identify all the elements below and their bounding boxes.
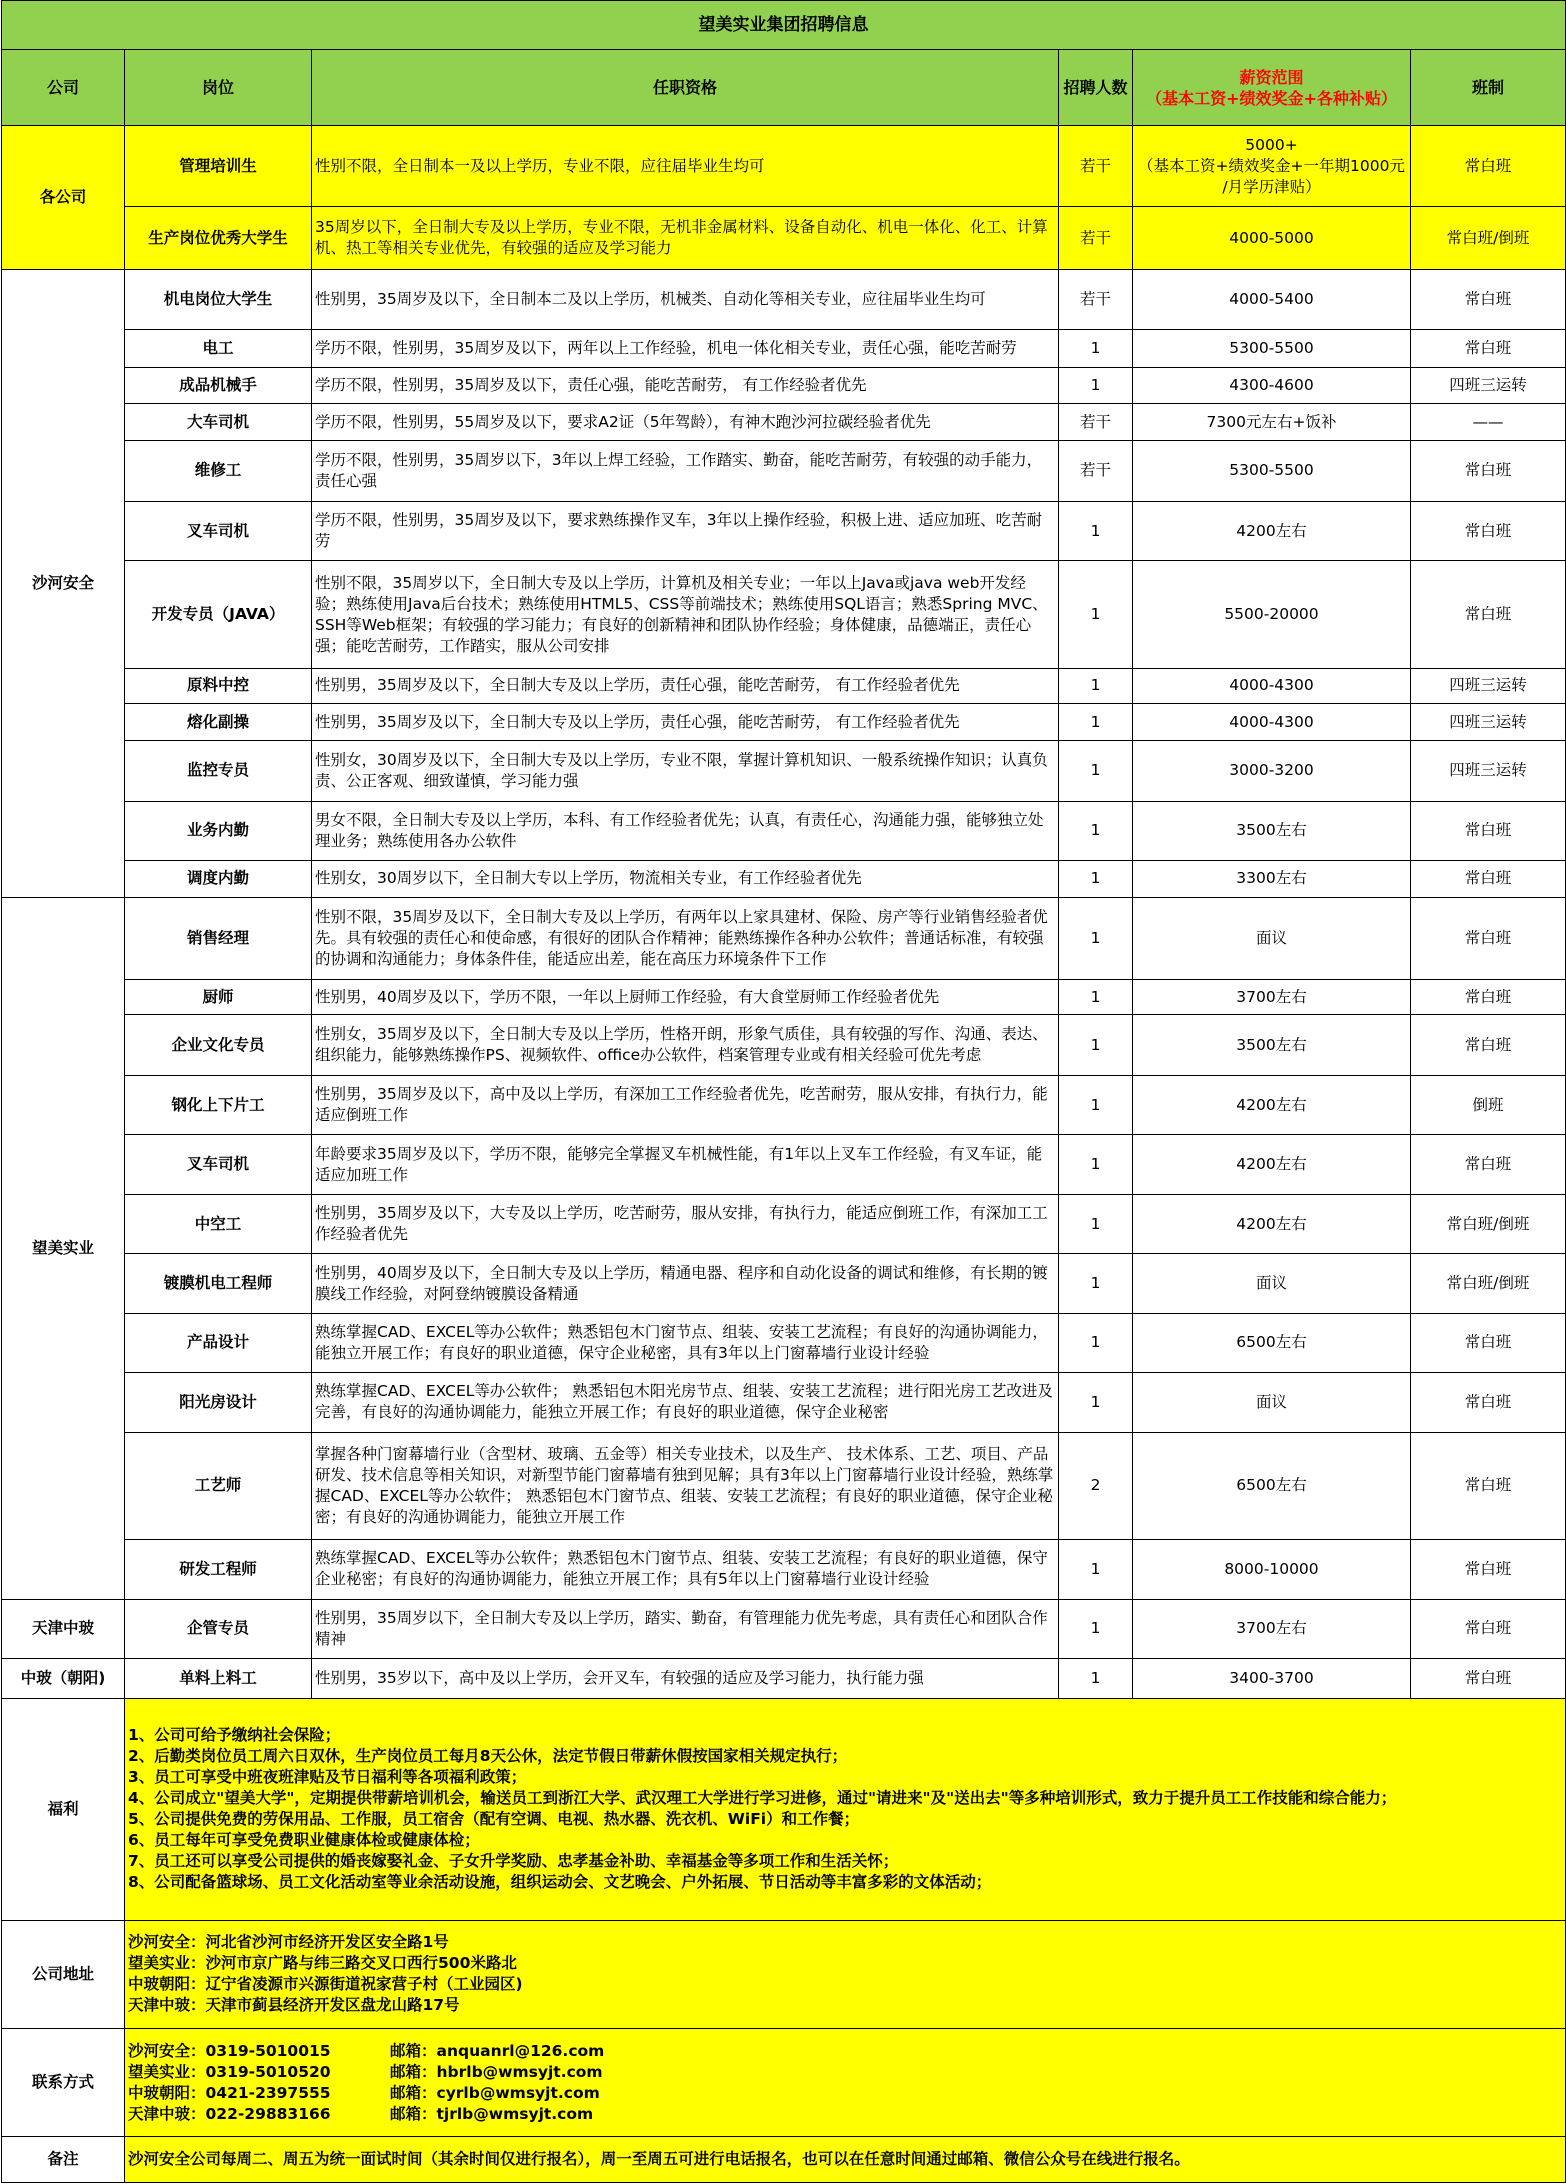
salary-cell <box>1133 1015 1411 1076</box>
benefit-item: 5、公司提供免费的劳保用品、工作服，员工宿舍（配有空调、电视、热水器、洗衣机、WiFi）和工作餐； <box>128 1810 860 1829</box>
job-row <box>2 1135 1566 1194</box>
headcount-cell: 1 <box>1059 1015 1133 1076</box>
headcount-cell: 1 <box>1059 1313 1133 1372</box>
position-cell: 叉车司机 <box>125 501 312 560</box>
contact-phone: 中玻朝阳：0421-2397555 <box>128 2083 331 2102</box>
header-position: 岗位 <box>125 50 312 126</box>
headcount-cell: 1 <box>1059 1135 1133 1194</box>
shift-cell: 常白班 <box>1411 1135 1566 1194</box>
salary-cell <box>1133 897 1411 979</box>
salary-line: 4200左右 <box>1236 1214 1307 1233</box>
shift-cell: 常白班 <box>1411 1373 1566 1432</box>
salary-cell <box>1133 979 1411 1014</box>
job-row <box>2 740 1566 801</box>
company-cell: 望美实业 <box>2 897 125 1599</box>
job-row <box>2 861 1566 898</box>
sheet-title: 望美实业集团招聘信息 <box>2 1 1566 50</box>
job-row <box>2 207 1566 270</box>
shift-cell: 常白班/倒班 <box>1411 207 1566 270</box>
salary-line: 4000-5400 <box>1229 290 1314 309</box>
header-shift: 班制 <box>1411 50 1566 126</box>
salary-line: 5300-5500 <box>1229 461 1314 480</box>
address-item: 天津中玻：天津市蓟县经济开发区盘龙山路17号 <box>128 1996 460 2015</box>
company-cell: 沙河安全 <box>2 270 125 897</box>
qualification-cell: 性别女，30周岁及以下，全日制大专及以上学历，专业不限，掌握计算机知识、一般系统操作知识；认真负责、公正客观、细致谨慎，学习能力强 <box>312 740 1059 801</box>
position-cell: 叉车司机 <box>125 1135 312 1194</box>
position-cell: 工艺师 <box>125 1432 312 1540</box>
salary-line: 3700左右 <box>1236 987 1307 1006</box>
shift-cell: 常白班 <box>1411 897 1566 979</box>
shift-cell: —— <box>1411 404 1566 441</box>
salary-line: 6500左右 <box>1236 1333 1307 1352</box>
qualification-cell: 学历不限，性别男，35周岁及以下，两年以上工作经验，机电一体化相关专业，责任心强，能吃苦耐劳 <box>312 329 1059 367</box>
salary-line: 面议 <box>1255 1274 1287 1293</box>
qualification-cell: 35周岁以下，全日制大专及以上学历，专业不限，无机非金属材料、设备自动化、机电一体化、化工、计算机、热工等相关专业优先，有较强的适应及学习能力 <box>312 207 1059 270</box>
salary-line: （基本工资+绩效奖金+一年期1000元 <box>1138 156 1405 175</box>
qualification-cell: 性别男，35周岁及以下，高中及以上学历，有深加工工作经验者优先，吃苦耐劳，服从安排，有执行力，能适应倒班工作 <box>312 1076 1059 1135</box>
qualification-cell: 年龄要求35周岁及以下，学历不限，能够完全掌握叉车机械性能，有1年以上叉车工作经验，有叉车证，能适应加班工作 <box>312 1135 1059 1194</box>
benefit-item: 1、公司可给予缴纳社会保险； <box>128 1726 341 1745</box>
position-cell: 调度内勤 <box>125 861 312 898</box>
salary-line: /月学历津贴） <box>1222 177 1321 196</box>
job-row <box>2 1373 1566 1432</box>
contact-email: 邮箱：hbrlb@wmsyjt.com <box>390 2062 603 2081</box>
headcount-cell: 1 <box>1059 861 1133 898</box>
contact-phone: 望美实业：0319-5010520 <box>128 2062 331 2081</box>
job-row <box>2 704 1566 741</box>
job-row <box>2 1659 1566 1699</box>
contact-phone: 天津中玻：022-29883166 <box>128 2104 331 2123</box>
header-salary <box>1133 50 1411 126</box>
shift-cell: 四班三运转 <box>1411 668 1566 703</box>
qualification-cell: 学历不限，性别男，55周岁及以下，要求A2证（5年驾龄），有神木跑沙河拉碳经验者优先 <box>312 404 1059 441</box>
position-cell: 机电岗位大学生 <box>125 270 312 329</box>
job-rows <box>2 126 1566 1698</box>
shift-cell: 常白班 <box>1411 270 1566 329</box>
job-row <box>2 367 1566 404</box>
salary-line: 3300左右 <box>1236 869 1307 888</box>
header-salary-line2: （基本工资+绩效奖金+各种补贴） <box>1146 88 1397 108</box>
contact-label: 联系方式 <box>2 2028 125 2137</box>
contact-email: 邮箱：anquanrl@126.com <box>390 2041 605 2060</box>
shift-cell: 常白班 <box>1411 801 1566 860</box>
job-row <box>2 1076 1566 1135</box>
salary-cell <box>1133 861 1411 898</box>
address-item: 中玻朝阳：辽宁省凌源市兴源街道祝家营子村（工业园区) <box>128 1975 523 1994</box>
benefit-item: 4、公司成立"望美大学"，定期提供带薪培训机会，输送员工到浙江大学、武汉理工大学进行学习进修，通过"请进来"及"送出去"等多种培训形式，致力于提升员工工作技能和综合能力； <box>128 1789 1397 1808</box>
address-row <box>2 1921 1566 2029</box>
remarks-row <box>2 2137 1566 2183</box>
salary-line: 3500左右 <box>1236 1035 1307 1054</box>
shift-cell: 四班三运转 <box>1411 740 1566 801</box>
position-cell: 维修工 <box>125 441 312 502</box>
benefit-item: 3、员工可享受中班夜班津贴及节日福利等各项福利政策； <box>128 1768 527 1787</box>
shift-cell: 常白班 <box>1411 979 1566 1014</box>
qualification-cell: 性别男，35周岁及以下，全日制大专及以上学历，责任心强，能吃苦耐劳， 有工作经验者优先 <box>312 704 1059 741</box>
salary-cell <box>1133 1540 1411 1599</box>
qualification-cell: 学历不限，性别男，35周岁及以下，要求熟练操作叉车，3年以上操作经验，积极上进、适应加班、吃苦耐劳 <box>312 501 1059 560</box>
qualification-cell: 性别男，40周岁及以下，全日制大专及以上学历，精通电器、程序和自动化设备的调试和维修，有长期的镀膜线工作经验，对阿登纳镀膜设备精通 <box>312 1254 1059 1313</box>
position-cell: 单料上料工 <box>125 1659 312 1699</box>
salary-cell <box>1133 404 1411 441</box>
shift-cell: 常白班 <box>1411 1540 1566 1599</box>
job-row <box>2 404 1566 441</box>
job-row <box>2 1540 1566 1599</box>
salary-cell <box>1133 126 1411 207</box>
position-cell: 镀膜机电工程师 <box>125 1254 312 1313</box>
header-salary-line1: 薪资范围 <box>1239 67 1304 87</box>
shift-cell: 常白班 <box>1411 501 1566 560</box>
salary-line: 3400-3700 <box>1229 1668 1314 1687</box>
remarks-label: 备注 <box>2 2137 125 2183</box>
headcount-cell: 若干 <box>1059 270 1133 329</box>
job-row <box>2 979 1566 1014</box>
salary-cell <box>1133 740 1411 801</box>
job-row <box>2 1599 1566 1658</box>
salary-cell <box>1133 561 1411 669</box>
contact-item <box>128 2104 1562 2125</box>
shift-cell: 常白班/倒班 <box>1411 1254 1566 1313</box>
position-cell: 中空工 <box>125 1194 312 1253</box>
benefits-label: 福利 <box>2 1698 125 1921</box>
qualification-cell: 性别男，35周岁及以下，全日制大专及以上学历，责任心强，能吃苦耐劳， 有工作经验者优先 <box>312 668 1059 703</box>
job-row <box>2 501 1566 560</box>
position-cell: 管理培训生 <box>125 126 312 207</box>
position-cell: 成品机械手 <box>125 367 312 404</box>
position-cell: 业务内勤 <box>125 801 312 860</box>
job-row <box>2 270 1566 329</box>
salary-cell <box>1133 801 1411 860</box>
salary-line: 4000-4300 <box>1229 676 1314 695</box>
salary-line: 6500左右 <box>1236 1476 1307 1495</box>
salary-line: 5500-20000 <box>1224 605 1319 624</box>
contact-phone: 沙河安全：0319-5010015 <box>128 2041 331 2060</box>
shift-cell: 常白班/倒班 <box>1411 1194 1566 1253</box>
position-cell: 开发专员（JAVA） <box>125 561 312 669</box>
salary-cell <box>1133 1194 1411 1253</box>
salary-line: 3700左右 <box>1236 1619 1307 1638</box>
address-item: 沙河安全：河北省沙河市经济开发区安全路1号 <box>128 1933 449 1952</box>
qualification-cell: 男女不限，全日制大专及以上学历，本科、有工作经验者优先；认真，有责任心，沟通能力强，能够独立处理业务；熟练使用各办公软件 <box>312 801 1059 860</box>
salary-cell <box>1133 668 1411 703</box>
qualification-cell: 性别不限，35周岁及以下，全日制大专及以上学历，有两年以上家具建材、保险、房产等行业销售经验者优先。具有较强的责任心和使命感，有很好的团队合作精神；能熟练操作各种办公软件；普通话标准，有较强的协调和沟通能力；身体条件佳，能适应出差，能在高压力环境条件下工作 <box>312 897 1059 979</box>
shift-cell: 常白班 <box>1411 561 1566 669</box>
shift-cell: 常白班 <box>1411 1599 1566 1658</box>
address-label: 公司地址 <box>2 1921 125 2029</box>
salary-line: 4000-4300 <box>1229 712 1314 731</box>
contact-item <box>128 2083 1562 2104</box>
headcount-cell: 1 <box>1059 329 1133 367</box>
contact-email: 邮箱：cyrlb@wmsyjt.com <box>390 2083 600 2102</box>
contact-list <box>125 2028 1566 2137</box>
qualification-cell: 性别不限，全日制本一及以上学历，专业不限，应往届毕业生均可 <box>312 126 1059 207</box>
shift-cell: 四班三运转 <box>1411 704 1566 741</box>
headcount-cell: 1 <box>1059 501 1133 560</box>
salary-line: 3500左右 <box>1236 821 1307 840</box>
header-qualification: 任职资格 <box>312 50 1059 126</box>
shift-cell: 倒班 <box>1411 1076 1566 1135</box>
salary-line: 4300-4600 <box>1229 376 1314 395</box>
company-cell: 各公司 <box>2 126 125 270</box>
qualification-cell: 性别男，35周岁以下，全日制大专及以上学历，踏实、勤奋，有管理能力优先考虑，具有责任心和团队合作精神 <box>312 1599 1059 1658</box>
salary-cell <box>1133 1135 1411 1194</box>
benefits-list <box>125 1698 1566 1921</box>
job-row <box>2 668 1566 703</box>
company-cell: 天津中玻 <box>2 1599 125 1658</box>
headcount-cell: 2 <box>1059 1432 1133 1540</box>
salary-line: 5000+ <box>1245 135 1298 154</box>
position-cell: 企管专员 <box>125 1599 312 1658</box>
headcount-cell: 1 <box>1059 801 1133 860</box>
salary-line: 3000-3200 <box>1229 761 1314 780</box>
contact-item <box>128 2062 1562 2083</box>
salary-cell <box>1133 1373 1411 1432</box>
qualification-cell: 掌握各种门窗幕墙行业（含型材、玻璃、五金等）相关专业技术，以及生产、 技术体系、工艺、项目、产品研发、技术信息等相关知识，对新型节能门窗幕墙有独到见解；具有3年以上门窗幕墙行业设计经验，熟练掌握CAD、EXCEL等办公软件； 熟悉铝包木门窗节点、组装、安装工艺流程；有良好的职业道德，保守企业秘密；有良好的沟通协调能力，能独立开展工作 <box>312 1432 1059 1540</box>
header-company: 公司 <box>2 50 125 126</box>
headcount-cell: 若干 <box>1059 404 1133 441</box>
job-row <box>2 441 1566 502</box>
salary-cell <box>1133 367 1411 404</box>
qualification-cell: 学历不限，性别男，35周岁及以下，责任心强，能吃苦耐劳， 有工作经验者优先 <box>312 367 1059 404</box>
shift-cell: 四班三运转 <box>1411 367 1566 404</box>
position-cell: 销售经理 <box>125 897 312 979</box>
salary-line: 5300-5500 <box>1229 338 1314 357</box>
headcount-cell: 1 <box>1059 897 1133 979</box>
benefit-item: 8、公司配备篮球场、员工文化活动室等业余活动设施，组织运动会、文艺晚会、户外拓展、节日活动等丰富多彩的文体活动； <box>128 1873 992 1892</box>
shift-cell: 常白班 <box>1411 126 1566 207</box>
headcount-cell: 1 <box>1059 1599 1133 1658</box>
remarks-text: 沙河安全公司每周二、周五为统一面试时间（其余时间仅进行报名），周一至周五可进行电话报名，也可以在任意时间通过邮箱、微信公众号在线进行报名。 <box>125 2137 1566 2183</box>
company-cell: 中玻（朝阳) <box>2 1659 125 1699</box>
headcount-cell: 1 <box>1059 1540 1133 1599</box>
job-row <box>2 1432 1566 1540</box>
salary-line: 4200左右 <box>1236 1095 1307 1114</box>
qualification-cell: 熟练掌握CAD、EXCEL等办公软件； 熟悉铝包木阳光房节点、组装、安装工艺流程；进行阳光房工艺改进及完善，有良好的沟通协调能力，能独立开展工作；有良好的职业道德，保守企业秘密 <box>312 1373 1059 1432</box>
position-cell: 钢化上下片工 <box>125 1076 312 1135</box>
title-row <box>2 1 1566 50</box>
headcount-cell: 若干 <box>1059 207 1133 270</box>
benefit-item: 2、后勤类岗位员工周六日双休，生产岗位员工每月8天公休，法定节假日带薪休假按国家相关规定执行； <box>128 1747 848 1766</box>
salary-cell <box>1133 207 1411 270</box>
job-row <box>2 561 1566 669</box>
position-cell: 产品设计 <box>125 1313 312 1372</box>
qualification-cell: 熟练掌握CAD、EXCEL等办公软件；熟悉铝包木门窗节点、组装、安装工艺流程；有良好的沟通协调能力，能独立开展工作；有良好的职业道德，保守企业秘密，具有3年以上门窗幕墙行业设计经验 <box>312 1313 1059 1372</box>
position-cell: 原料中控 <box>125 668 312 703</box>
salary-line: 8000-10000 <box>1224 1559 1319 1578</box>
headcount-cell: 1 <box>1059 704 1133 741</box>
shift-cell: 常白班 <box>1411 329 1566 367</box>
job-row <box>2 329 1566 367</box>
benefit-item: 7、员工还可以享受公司提供的婚丧嫁娶礼金、子女升学奖励、忠孝基金补助、幸福基金等多项工作和生活关怀； <box>128 1852 899 1871</box>
qualification-cell: 性别男，35岁以下，高中及以上学历，会开叉车，有较强的适应及学习能力，执行能力强 <box>312 1659 1059 1699</box>
shift-cell: 常白班 <box>1411 861 1566 898</box>
salary-cell <box>1133 270 1411 329</box>
salary-cell <box>1133 1254 1411 1313</box>
header-row <box>2 50 1566 126</box>
job-row <box>2 1194 1566 1253</box>
contact-row <box>2 2028 1566 2137</box>
job-row <box>2 1313 1566 1372</box>
recruitment-table <box>1 0 1566 2183</box>
benefits-row <box>2 1698 1566 1921</box>
shift-cell: 常白班 <box>1411 1432 1566 1540</box>
salary-cell <box>1133 704 1411 741</box>
job-row <box>2 1254 1566 1313</box>
salary-line: 面议 <box>1255 1392 1287 1411</box>
shift-cell: 常白班 <box>1411 1015 1566 1076</box>
position-cell: 生产岗位优秀大学生 <box>125 207 312 270</box>
benefit-item: 6、员工每年可享受免费职业健康体检或健康体检； <box>128 1831 480 1850</box>
qualification-cell: 性别男，35周岁及以下，全日制本二及以上学历，机械类、自动化等相关专业，应往届毕业生均可 <box>312 270 1059 329</box>
qualification-cell: 性别女，30周岁以下，全日制大专以上学历，物流相关专业，有工作经验者优先 <box>312 861 1059 898</box>
salary-cell <box>1133 329 1411 367</box>
position-cell: 监控专员 <box>125 740 312 801</box>
header-count: 招聘人数 <box>1059 50 1133 126</box>
headcount-cell: 1 <box>1059 740 1133 801</box>
salary-line: 7300元左右+饭补 <box>1206 412 1337 431</box>
qualification-cell: 性别男，35周岁及以下，大专及以上学历，吃苦耐劳，服从安排，有执行力，能适应倒班工作，有深加工工作经验者优先 <box>312 1194 1059 1253</box>
salary-line: 4000-5000 <box>1229 228 1314 247</box>
qualification-cell: 性别女，35周岁及以下，全日制大专及以上学历，性格开朗，形象气质佳，具有较强的写作、沟通、表达、组织能力，能够熟练操作PS、视频软件、office办公软件，档案管理专业或有相关经验可优先考虑 <box>312 1015 1059 1076</box>
contact-item <box>128 2041 1562 2062</box>
position-cell: 企业文化专员 <box>125 1015 312 1076</box>
headcount-cell: 1 <box>1059 367 1133 404</box>
headcount-cell: 若干 <box>1059 126 1133 207</box>
position-cell: 研发工程师 <box>125 1540 312 1599</box>
salary-cell <box>1133 1076 1411 1135</box>
headcount-cell: 1 <box>1059 1659 1133 1699</box>
salary-cell <box>1133 1313 1411 1372</box>
salary-cell <box>1133 1432 1411 1540</box>
shift-cell: 常白班 <box>1411 1659 1566 1699</box>
headcount-cell: 1 <box>1059 561 1133 669</box>
address-list <box>125 1921 1566 2029</box>
headcount-cell: 1 <box>1059 979 1133 1014</box>
headcount-cell: 1 <box>1059 1254 1133 1313</box>
headcount-cell: 1 <box>1059 1194 1133 1253</box>
position-cell: 大车司机 <box>125 404 312 441</box>
job-row <box>2 801 1566 860</box>
job-row <box>2 126 1566 207</box>
job-row <box>2 1015 1566 1076</box>
position-cell: 熔化副操 <box>125 704 312 741</box>
salary-line: 面议 <box>1255 928 1287 947</box>
qualification-cell: 学历不限，性别男，35周岁以下，3年以上焊工经验，工作踏实、勤奋，能吃苦耐劳，有较强的动手能力，责任心强 <box>312 441 1059 502</box>
headcount-cell: 若干 <box>1059 441 1133 502</box>
headcount-cell: 1 <box>1059 1076 1133 1135</box>
shift-cell: 常白班 <box>1411 1313 1566 1372</box>
salary-line: 4200左右 <box>1236 1155 1307 1174</box>
address-item: 望美实业：沙河市京广路与纬三路交叉口西行500米路北 <box>128 1954 517 1973</box>
position-cell: 阳光房设计 <box>125 1373 312 1432</box>
headcount-cell: 1 <box>1059 668 1133 703</box>
qualification-cell: 性别男，40周岁及以下，学历不限，一年以上厨师工作经验，有大食堂厨师工作经验者优先 <box>312 979 1059 1014</box>
salary-cell <box>1133 1659 1411 1699</box>
qualification-cell: 性别不限，35周岁以下，全日制大专及以上学历，计算机及相关专业；一年以上Java或java web开发经验；熟练使用Java后台技术；熟练使用HTML5、CSS等前端技术；熟练使用SQL语言；熟悉Spring MVC、SSH等Web框架；有较强的学习能力；有良好的创新精神和团队协作经验；身体健康，品德端正，责任心强；能吃苦耐劳，工作踏实，服从公司安排 <box>312 561 1059 669</box>
salary-cell <box>1133 441 1411 502</box>
shift-cell: 常白班 <box>1411 441 1566 502</box>
salary-cell <box>1133 501 1411 560</box>
headcount-cell: 1 <box>1059 1373 1133 1432</box>
job-row <box>2 897 1566 979</box>
qualification-cell: 熟练掌握CAD、EXCEL等办公软件；熟悉铝包木门窗节点、组装、安装工艺流程；有良好的职业道德，保守企业秘密；有良好的沟通协调能力，能独立开展工作；具有5年以上门窗幕墙行业设计经验 <box>312 1540 1059 1599</box>
salary-line: 4200左右 <box>1236 521 1307 540</box>
salary-cell <box>1133 1599 1411 1658</box>
position-cell: 电工 <box>125 329 312 367</box>
contact-email: 邮箱：tjrlb@wmsyjt.com <box>390 2104 594 2123</box>
position-cell: 厨师 <box>125 979 312 1014</box>
